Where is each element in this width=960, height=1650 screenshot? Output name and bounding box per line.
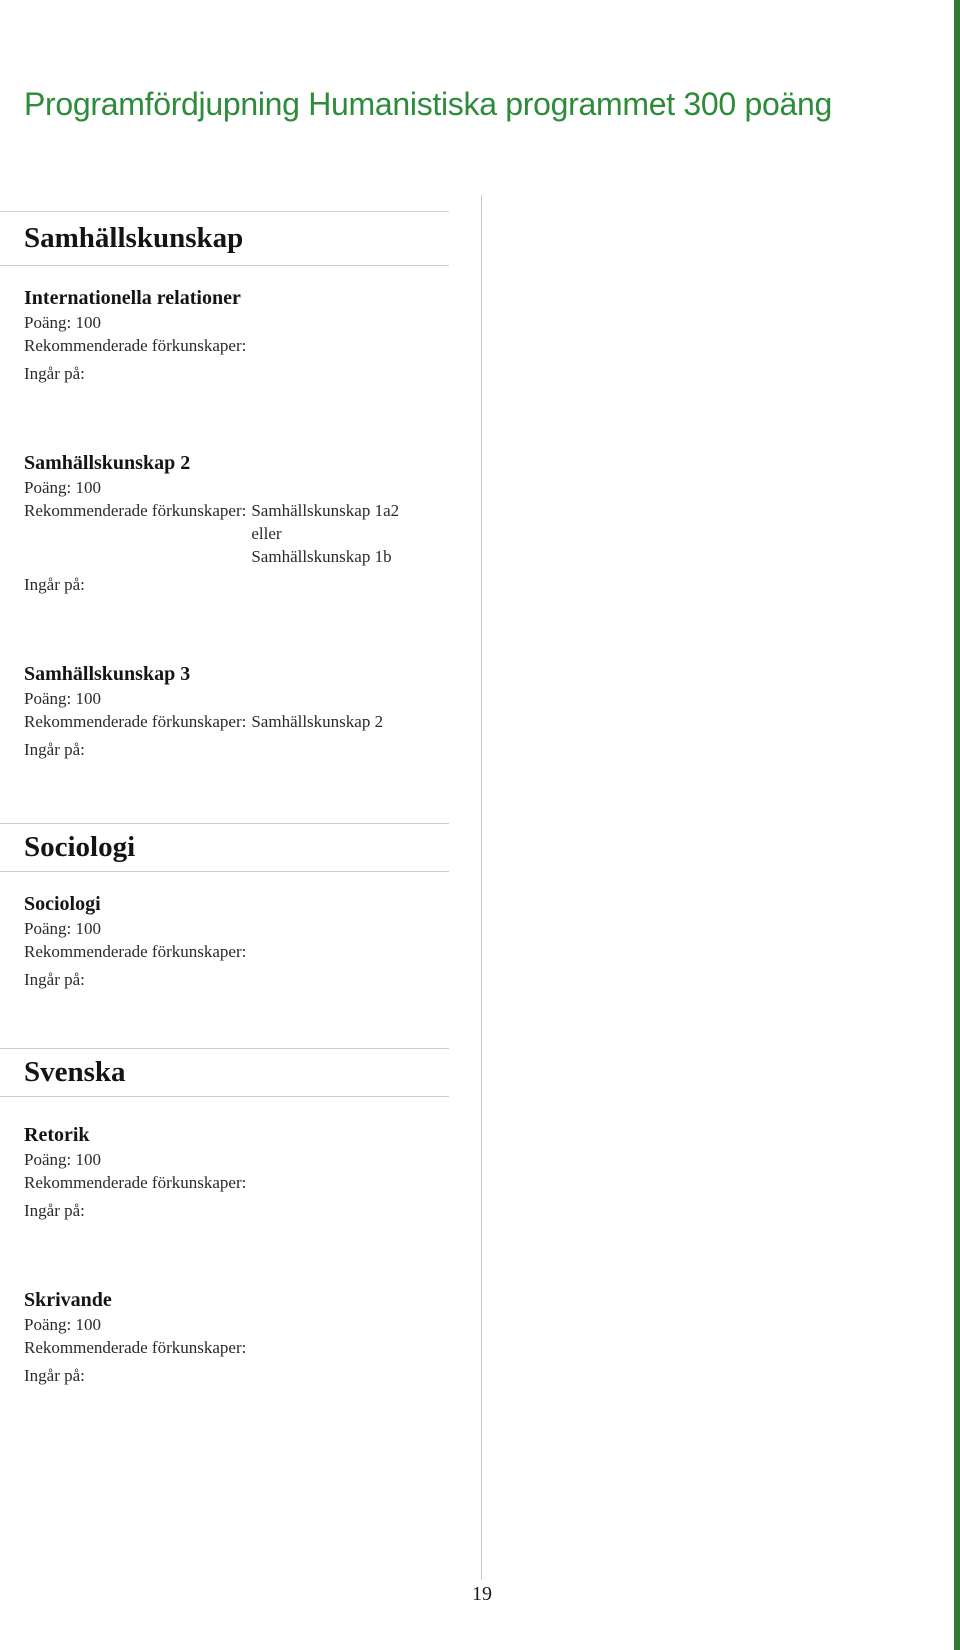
prereq-value: Samhällskunskap 1b xyxy=(251,547,392,566)
course-prereq-label: Rekommenderade förkunskaper: xyxy=(24,501,247,520)
prereq-value: Samhällskunskap 1a2 xyxy=(251,501,400,520)
prereq-value: Samhällskunskap 2 xyxy=(251,712,384,731)
course-name: Samhällskunskap 3 xyxy=(24,663,191,685)
course-included-in: Ingår på: xyxy=(24,740,85,759)
subject-title: Samhällskunskap xyxy=(24,222,244,254)
subject-title: Sociologi xyxy=(24,831,136,863)
course-name: Sociologi xyxy=(24,893,101,915)
course-prereq-label: Rekommenderade förkunskaper: xyxy=(24,336,247,355)
course-name: Skrivande xyxy=(24,1289,112,1311)
course-block xyxy=(24,450,454,596)
course-included-in: Ingår på: xyxy=(24,1201,85,1220)
subject-header xyxy=(0,1048,449,1097)
course-name: Internationella relationer xyxy=(24,287,241,309)
subject-section xyxy=(0,823,449,872)
course-block xyxy=(24,285,454,385)
course-prereq-row xyxy=(24,710,454,733)
course-points: Poäng: 100 xyxy=(24,689,101,708)
subject-section xyxy=(0,1048,449,1097)
course-block xyxy=(24,661,454,761)
subject-header xyxy=(0,211,449,266)
course-included-in: Ingår på: xyxy=(24,1366,85,1385)
course-points: Poäng: 100 xyxy=(24,313,101,332)
course-prereq-label: Rekommenderade förkunskaper: xyxy=(24,1173,247,1192)
course-points: Poäng: 100 xyxy=(24,1150,101,1169)
subject-section xyxy=(0,211,449,266)
course-prereq-label: Rekommenderade förkunskaper: xyxy=(24,1338,247,1357)
page-number: 19 xyxy=(472,1583,492,1605)
course-points: Poäng: 100 xyxy=(24,478,101,497)
course-block xyxy=(24,891,454,991)
course-prereq-values xyxy=(251,710,383,733)
course-block xyxy=(24,1287,454,1387)
page-title: Programfördjupning Humanistiska programmet 300 poäng xyxy=(24,86,832,122)
course-included-in: Ingår på: xyxy=(24,364,85,383)
side-accent-bar xyxy=(954,0,960,1650)
prereq-value: eller xyxy=(251,524,282,543)
course-prereq-values xyxy=(251,499,399,568)
column-divider xyxy=(481,195,482,1580)
course-name: Retorik xyxy=(24,1124,90,1146)
course-points: Poäng: 100 xyxy=(24,1315,101,1334)
course-prereq-row xyxy=(24,499,454,568)
course-name: Samhällskunskap 2 xyxy=(24,452,191,474)
subject-header xyxy=(0,823,449,872)
course-prereq-label: Rekommenderade förkunskaper: xyxy=(24,942,247,961)
course-prereq-label: Rekommenderade förkunskaper: xyxy=(24,712,247,731)
course-points: Poäng: 100 xyxy=(24,919,101,938)
course-included-in: Ingår på: xyxy=(24,970,85,989)
course-included-in: Ingår på: xyxy=(24,575,85,594)
course-block xyxy=(24,1122,454,1222)
subject-title: Svenska xyxy=(24,1056,126,1088)
